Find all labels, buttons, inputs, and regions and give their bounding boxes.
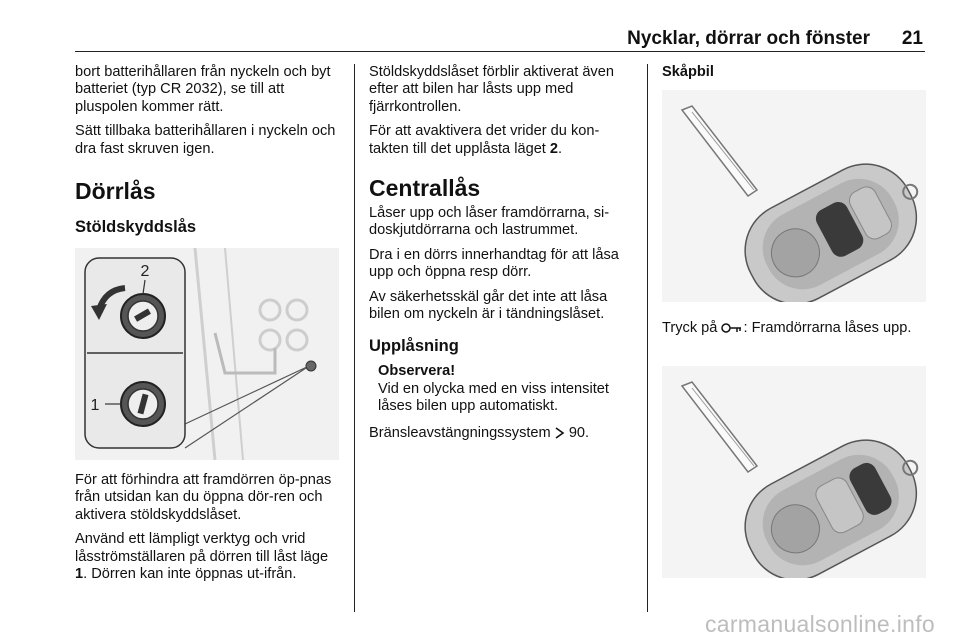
- section-heading-central-locking: Centrallås: [369, 175, 481, 202]
- header-divider: [75, 51, 925, 52]
- note-box: [369, 363, 633, 415]
- paragraph: bort batterihållaren från nyckeln och byt batteriet (typ CR 2032), se till att pluspolen kommer rätt.: [75, 64, 331, 115]
- page-title: Nycklar, dörrar och fönster: [627, 28, 870, 49]
- note-text: Vid en olycka med en viss intensitet låses bilen upp automatiskt.: [378, 380, 609, 415]
- note-title: Observera!: [378, 363, 456, 380]
- column-2: [369, 64, 633, 451]
- subheading-van: Skåpbil: [662, 64, 714, 80]
- column-1: [75, 64, 341, 237]
- paragraph: Av säkerhetsskäl går det inte att låsa bilen om nyckeln är i tändningslåset.: [369, 288, 608, 323]
- paragraph: Använd ett lämpligt verktyg och vrid låsströmställaren på dörren till låst läge 1. Dörren kan inte öppnas ut-ifrån.: [75, 531, 329, 583]
- paragraph: För att avaktivera det vrider du kon-takten till det upplåsta läget 2.: [369, 123, 600, 157]
- paragraph: Sätt tillbaka batterihållaren i nyckeln och dra fast skruven igen.: [75, 123, 336, 157]
- paragraph: Bränsleavstängningssystem 90.: [369, 425, 633, 444]
- paragraph: Stöldskyddslåset förblir aktiverat även efter att bilen har låsts upp med fjärrkontrollen.: [369, 64, 614, 115]
- figure-label-1: 1: [90, 397, 100, 414]
- key-fob-illustration-1: [662, 90, 926, 302]
- figure-label-2: 2: [140, 263, 150, 280]
- page-number: 21: [901, 28, 923, 49]
- key-fob-illustration-2: [662, 366, 926, 578]
- paragraph: Dra i en dörrs innerhandtag för att låsa upp och öppna resp dörr.: [369, 246, 619, 281]
- column-divider-2: [647, 64, 648, 612]
- paragraph: Låser upp och låser framdörrarna, si-doskjutdörrarna och lastrummet.: [369, 205, 610, 239]
- section-heading-doorlocks: Dörrlås: [75, 178, 156, 205]
- paragraph: För att förhindra att framdörren öp-pnas från utsidan kan du öppna dör-ren och aktivera stöldskyddslåset.: [75, 472, 332, 523]
- paragraph: Tryck på : Framdörrarna låses upp.: [662, 320, 932, 339]
- subheading-unlocking: Upplåsning: [369, 337, 459, 356]
- column-1-lower: [75, 472, 341, 590]
- column-3: [662, 64, 932, 81]
- antitheft-lock-illustration: [75, 248, 339, 460]
- column-divider-1: [354, 64, 355, 612]
- subheading-antitheft-lock: Stöldskyddslås: [75, 218, 197, 237]
- page-reference-arrow-icon: [555, 427, 565, 444]
- column-3-caption: [662, 320, 932, 346]
- watermark: carmanualsonline.info: [704, 611, 935, 637]
- van-door-key-icon: [721, 322, 743, 339]
